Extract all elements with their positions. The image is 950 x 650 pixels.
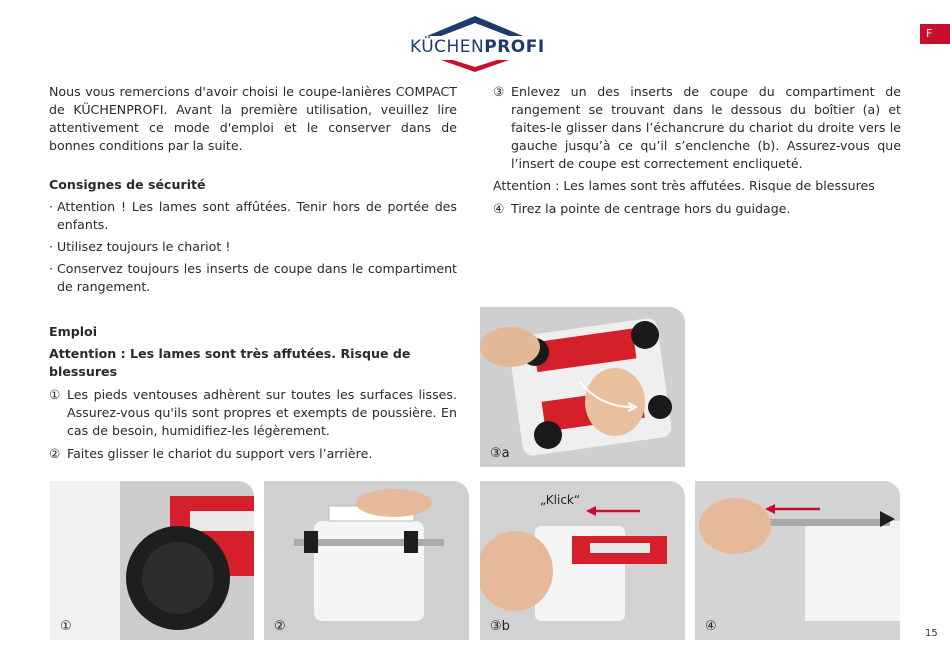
step-3: ③ Enlevez un des inserts de coupe du compartiment de rangement se trouvant dans le dessous du boîtier (a) et faites-le glisser dans l’échancrure du chariot du droite vers le gauche jusqu’à ce qu’il s’enclenche (b). Assurez-vous que l’insert de coupe est correctement encliqueté. <box>493 84 901 171</box>
photo-label: ② <box>274 619 286 634</box>
step-4: ④ Tirez la pointe de centrage hors du guidage. <box>493 201 791 216</box>
right-warning: Attention : Les lames sont très affutées. Risque de blessures <box>493 178 875 193</box>
insert-click-image <box>480 481 685 640</box>
photo-step-3b <box>480 481 685 640</box>
centering-pin-image <box>695 481 900 640</box>
photo-step-3a <box>480 307 685 467</box>
page-number: 15 <box>925 628 938 639</box>
klick-caption: „Klick“ <box>540 493 581 507</box>
photo-step-4 <box>695 481 900 640</box>
step-2: ② Faites glisser le chariot du support vers l’arrière. <box>49 446 373 461</box>
logo-wordmark: KÜCHENPROFI <box>410 37 545 57</box>
usage-warning: Attention : Les lames sont très affutées. Risque de blessures <box>49 346 411 379</box>
photo-label: ③b <box>490 619 510 634</box>
photo-label: ③a <box>490 446 510 461</box>
photo-label: ① <box>60 619 72 634</box>
intro-paragraph: Nous vous remercions d'avoir choisi le coupe-lanières COMPACT de KÜCHENPROFI. Avant la première utilisation, veuillez lire attentivement ce mode d'emploi et le conserver dans de bonnes conditions par la suite. <box>49 84 457 153</box>
photo-step-2 <box>264 481 469 640</box>
safety-heading: Consignes de sécurité <box>49 177 206 192</box>
left-column <box>49 83 457 463</box>
right-column <box>493 83 901 218</box>
suction-foot-image <box>50 481 254 640</box>
safety-item: · Attention ! Les lames sont affûtées. Tenir hors de portée des enfants. <box>49 199 457 232</box>
safety-item: · Conservez toujours les inserts de coupe dans le compartiment de rangement. <box>49 261 457 294</box>
kuechenprofi-logo <box>405 14 545 74</box>
carriage-slide-image <box>264 481 469 640</box>
step-1: ① Les pieds ventouses adhèrent sur toutes les surfaces lisses. Assurez-vous qu'ils sont propres et exempts de poussière. En cas de besoin, humidifiez-les légèrement. <box>49 387 457 438</box>
photo-step-1 <box>50 481 254 640</box>
safety-item: · Utilisez toujours le chariot ! <box>49 239 231 254</box>
device-underside-image <box>480 307 685 467</box>
usage-heading: Emploi <box>49 324 98 339</box>
language-tab: F <box>920 24 950 44</box>
photo-label: ④ <box>705 619 717 634</box>
